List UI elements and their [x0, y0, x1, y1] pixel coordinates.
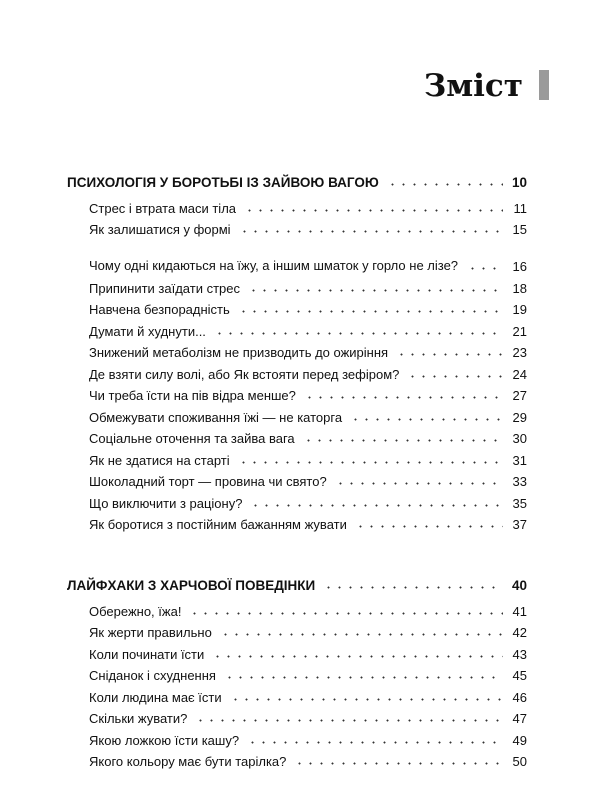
toc-item[interactable]	[89, 296, 527, 318]
toc-item-page: 19	[512, 302, 527, 317]
toc-item-page: 23	[512, 345, 527, 360]
toc-item-label: Як боротися з постійним бажанням жувати	[89, 517, 347, 532]
toc-item-label: Коли починати їсти	[89, 646, 205, 662]
toc-item-page: 43	[512, 646, 527, 662]
toc-item[interactable]	[89, 619, 527, 641]
dot-leader	[250, 504, 503, 507]
toc-item-label: Як жерти правильно	[89, 625, 212, 640]
toc-item-page: 49	[512, 732, 527, 748]
toc-item-page: 47	[512, 711, 527, 726]
toc-item-page: 31	[512, 452, 527, 468]
toc-item-page: 15	[512, 222, 527, 237]
toc-item[interactable]	[89, 194, 527, 216]
toc-item[interactable]	[89, 446, 527, 468]
toc-section-heading[interactable]	[67, 571, 527, 593]
toc-item-label: Скільки жувати?	[89, 711, 188, 726]
section-page-number: 40	[511, 578, 527, 593]
toc-item-label: Як залишатися у формі	[89, 222, 231, 237]
toc-item-label: Якою ложкою їсти кашу?	[89, 732, 240, 748]
toc-item-label: Що виключити з раціону?	[89, 495, 243, 511]
toc-item-label: Стрес і втрата маси тіла	[89, 200, 237, 216]
toc-item-page: 33	[512, 474, 527, 489]
toc-item-page: 21	[512, 323, 527, 339]
toc-item-page: 42	[512, 625, 527, 640]
toc-item-label: Де взяти силу волі, або Як встояти перед зефіром?	[89, 366, 400, 382]
dot-leader	[189, 612, 503, 615]
toc-item[interactable]	[89, 237, 527, 274]
toc-item[interactable]	[89, 489, 527, 511]
toc-item[interactable]	[89, 403, 527, 425]
toc-item-label: Знижений метаболізм не призводить до ожиріння	[89, 345, 389, 360]
toc-item-label: Шоколадний торт — провина чи свято?	[89, 474, 327, 489]
toc-item-label: Припинити заїдати стрес	[89, 280, 240, 296]
toc-item-page: 41	[512, 603, 527, 619]
toc-item-page: 24	[512, 366, 527, 382]
toc-item-label: Як не здатися на старті	[89, 452, 230, 468]
toc-item-page: 18	[512, 280, 527, 296]
dot-leader	[247, 741, 503, 744]
dot-leader	[248, 289, 503, 292]
toc-item-label: Соціальне оточення та зайва вага	[89, 431, 295, 446]
title-accent-bar	[539, 70, 549, 100]
toc-item[interactable]	[89, 726, 527, 748]
dot-leader	[239, 230, 503, 233]
toc-item[interactable]	[89, 683, 527, 705]
toc-section-psychology	[67, 168, 527, 532]
dot-leader	[407, 375, 503, 378]
toc-item[interactable]	[89, 216, 527, 238]
toc-item-page: 27	[512, 388, 527, 403]
toc-item-page: 11	[513, 200, 527, 216]
section-page-number: 10	[511, 175, 527, 190]
toc-item[interactable]	[89, 425, 527, 447]
toc-item-label: Обережно, їжа!	[89, 603, 182, 619]
toc-item[interactable]	[89, 662, 527, 684]
toc-item-label: Коли людина має їсти	[89, 689, 222, 705]
dot-leader	[350, 418, 503, 421]
toc-item-page: 45	[512, 668, 527, 683]
toc-item[interactable]	[89, 274, 527, 296]
toc-item-label: Думати й худнути...	[89, 323, 206, 339]
toc-item-page: 37	[512, 517, 527, 532]
dot-leader	[224, 676, 503, 679]
toc-item-label: Чому одні кидаються на їжу, а іншим шматок у горло не лізе?	[89, 258, 459, 273]
dot-leader	[396, 353, 503, 356]
toc-item[interactable]	[89, 317, 527, 339]
toc-item-page: 35	[512, 495, 527, 511]
toc-section-heading[interactable]	[67, 168, 527, 190]
dot-leader	[214, 332, 503, 335]
toc-item[interactable]	[89, 382, 527, 404]
toc-item[interactable]	[89, 705, 527, 727]
toc-item[interactable]	[89, 360, 527, 382]
dot-leader	[323, 586, 503, 589]
toc-item[interactable]	[89, 511, 527, 533]
toc-item-label: Сніданок і схуднення	[89, 668, 216, 683]
section-heading-label: ПСИХОЛОГІЯ У БОРОТЬБІ ІЗ ЗАЙВОЮ ВАГОЮ	[67, 175, 379, 190]
toc-item-label: Чи треба їсти на пів відра менше?	[89, 388, 296, 403]
dot-leader	[220, 633, 503, 636]
dot-leader	[212, 655, 503, 658]
toc-item-page: 16	[512, 259, 527, 274]
dot-leader	[238, 461, 503, 464]
toc-item-label: Обмежувати споживання їжі — не каторга	[89, 409, 343, 425]
toc-item[interactable]	[89, 748, 527, 770]
dot-leader	[304, 396, 503, 399]
toc-item[interactable]	[89, 468, 527, 490]
dot-leader	[294, 762, 503, 765]
dot-leader	[387, 183, 503, 186]
page-title: Зміст	[423, 68, 523, 104]
dot-leader	[244, 209, 503, 212]
dot-leader	[238, 310, 503, 313]
dot-leader	[335, 482, 503, 485]
dot-leader	[355, 525, 503, 528]
toc-section-lifehacks	[67, 571, 527, 769]
toc-item[interactable]	[89, 339, 527, 361]
dot-leader	[195, 719, 503, 722]
section-heading-label: ЛАЙФХАКИ З ХАРЧОВОЇ ПОВЕДІНКИ	[67, 578, 316, 593]
toc-item-page: 30	[512, 431, 527, 446]
toc-item-label: Якого кольору має бути тарілка?	[89, 754, 287, 769]
dot-leader	[230, 698, 503, 701]
dot-leader	[303, 439, 503, 442]
toc-item-page: 29	[512, 409, 527, 425]
toc-item-page: 46	[512, 689, 527, 705]
toc-item-label: Навчена безпорадність	[89, 302, 230, 317]
dot-leader	[467, 267, 503, 270]
toc-item[interactable]	[89, 640, 527, 662]
toc-item[interactable]	[89, 597, 527, 619]
toc-item-page: 50	[512, 754, 527, 769]
